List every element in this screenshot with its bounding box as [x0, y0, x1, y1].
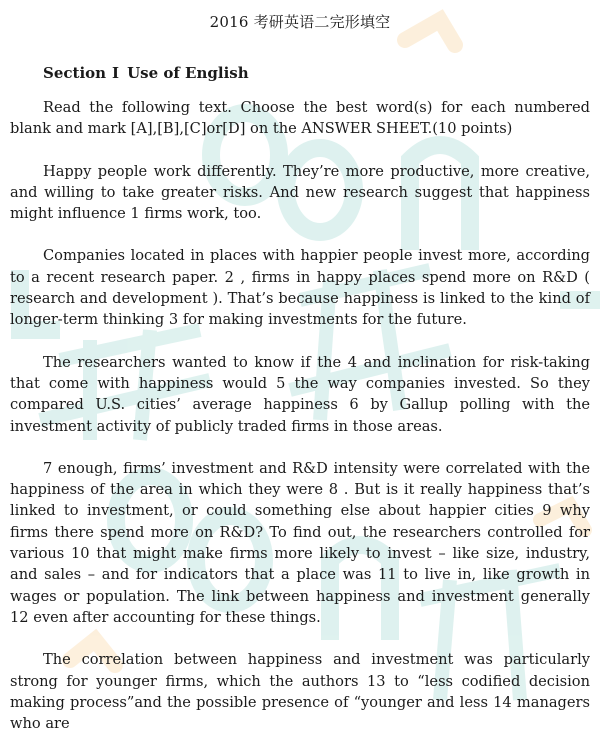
passage-paragraph-1: Happy people work differently. They’re more productive, more creative, and willing to take greater risks. And new research suggest that happiness might influence 1 firms work, too.	[10, 162, 590, 223]
document-title: 2016 考研英语二完形填空	[209, 13, 391, 31]
section-numeral: Ⅰ	[112, 64, 120, 82]
section-label: Section	[43, 64, 107, 82]
instruction-paragraph: Read the following text. Choose the best word(s) for each numbered blank and mark [A],[B],[C]or[D] on the ANSWER SHEET.(10 points)	[10, 99, 590, 138]
passage-paragraph-3: The researchers wanted to know if the 4 and inclination for risk-taking that come with happiness would 5 the way companies invested. So they compared U.S. cities’ average happiness 6 by Gallup polling with the investment activity of publicly traded firms in those areas.	[10, 353, 590, 435]
passage-paragraph-2: Companies located in places with happier people invest more, according to a recent research paper. 2 , firms in happy places spend more on R&D ( research and development ). That’s because happiness is linked to the kind of longer-term thinking 3 for making investments for the future.	[10, 247, 590, 329]
section-name: Use of English	[127, 64, 249, 82]
section-heading	[10, 63, 590, 93]
passage-paragraph-5: The correlation between happiness and investment was particularly strong for younger firms, which the authors 13 to “less codified decision making process”and the possible presence of “younger and less 14 managers who are	[10, 651, 590, 733]
passage-paragraph-4: 7 enough, firms’ investment and R&D intensity were correlated with the happiness of the area in which they were 8 . But is it really happiness that’s linked to investment, or could something else about happier cities 9 why firms there spend more on R&D? To find out, the researchers controlled for various 10 that might make firms more likely to invest – like size, industry, and sales – and for indicators that a place was 11 to live in, like growth in wages or population. The link between happiness and investment generally 12 even after accounting for these things.	[10, 459, 590, 626]
